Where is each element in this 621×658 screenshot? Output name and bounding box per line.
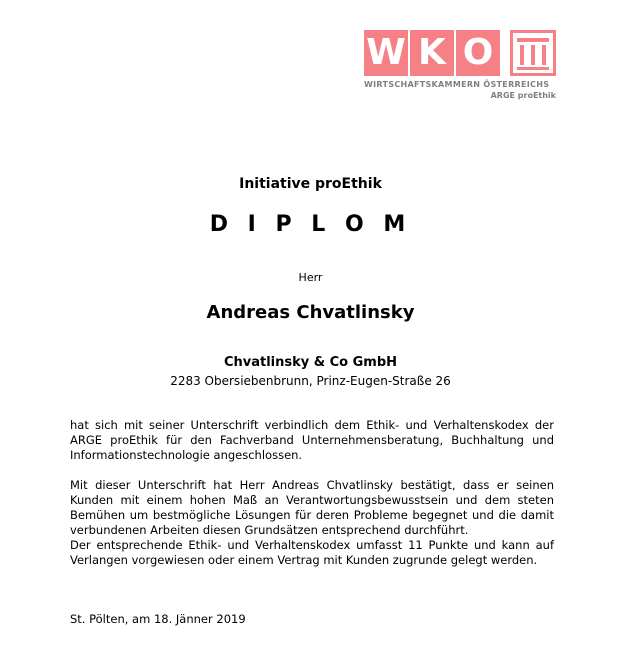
logo-subtitle: WIRTSCHAFTSKAMMERN ÖSTERREICHS: [364, 80, 550, 89]
logo-unit: ARGE proEthik: [490, 91, 556, 100]
company-address: 2283 Obersiebenbrunn, Prinz-Eugen-Straße 26: [170, 374, 451, 388]
salutation: Herr: [298, 271, 323, 284]
body-paragraph-3: Der entsprechende Ethik- und Verhaltenskodex umfasst 11 Punkte und kann auf Verlangen vorgewiesen oder einem Vertrag mit Kunden zugrunde gelegt werden.: [70, 538, 554, 567]
company-name: Chvatlinsky & Co GmbH: [223, 355, 398, 370]
body-paragraph-2: Mit dieser Unterschrift hat Herr Andreas Chvatlinsky bestätigt, dass er seinen Kunden mit einem hohen Maß an Verantwortungsbewusstsein und dem steten Bemühen um bestmögliche Lösungen für deren Probleme begegnet und die damit verbundenen Arbeiten diesen Grundsätzen entsprechend durchführt.: [70, 478, 554, 537]
wko-logo: [364, 30, 559, 105]
place-and-date: St. Pölten, am 18. Jänner 2019: [70, 612, 246, 626]
recipient-name: Andreas Chvatlinsky: [206, 302, 415, 323]
logo-letter-o: O: [456, 30, 500, 76]
building-columns-icon: [510, 30, 556, 76]
logo-letter-w: W: [364, 30, 408, 76]
logo-letter-k: K: [410, 30, 454, 76]
logo-letters: [364, 30, 559, 76]
initiative-heading: Initiative proEthik: [239, 176, 382, 192]
body-paragraph-1: hat sich mit seiner Unterschrift verbindlich dem Ethik- und Verhaltenskodex der ARGE proEthik für den Fachverband Unternehmensberatung, Buchhaltung und Informationstechnologie angeschlossen.: [70, 418, 554, 462]
diploma-title: D I P L O M: [209, 212, 412, 237]
